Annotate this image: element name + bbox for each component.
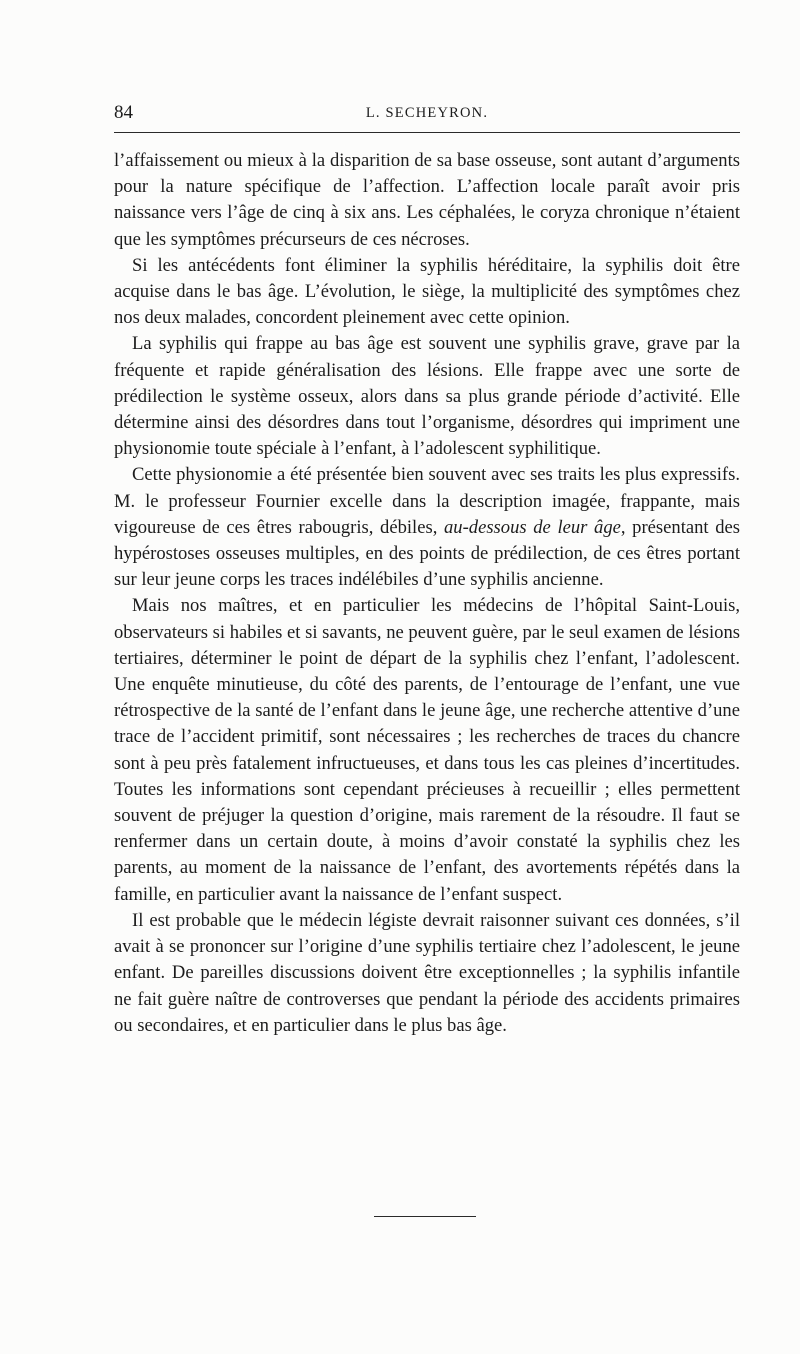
paragraph-text: Cette physionomie a été présentée bien souvent avec ses traits les plus expressifs. M. le professeur Fournier excelle dans la description imagée, frappante, mais vigoureuse de ces êtres rabougris, débiles, (114, 464, 740, 538)
body-text (114, 148, 740, 1039)
page-header (114, 100, 740, 126)
paragraph-text: , présentant des hypérostoses osseuses multiples, en des points de prédilection, de ces êtres portant sur leur jeune corps les traces indélébiles d’une syphilis ancienne. (114, 516, 741, 591)
paragraph (114, 462, 740, 593)
header-rule (114, 132, 740, 133)
paragraph: La syphilis qui frappe au bas âge est souvent une syphilis grave, grave par la fréquente et rapide généralisation des lésions. Elle frappe avec une sorte de prédilection le système osseux, alors dans sa plus grande période d’activité. Elle détermine ainsi des désordres dans tout l’organisme, désordres qui impriment une physionomie toute spéciale à l’enfant, à l’adolescent syphilitique. (114, 333, 740, 460)
italic-phrase: au-dessous de leur âge (443, 516, 621, 538)
running-head: L. SECHEYRON. (365, 105, 489, 121)
paragraph: Si les antécédents font éliminer la syphilis héréditaire, la syphilis doit être acquise dans le bas âge. L’évolution, le siège, la multiplicité des symptômes chez nos deux malades, concordent pleinement avec cette opinion. (114, 254, 740, 329)
paragraph: Mais nos maîtres, et en particulier les médecins de l’hôpital Saint-Louis, observateurs si habiles et si savants, ne peuvent guère, par le seul examen de lésions tertiaires, déterminer le point de départ de la syphilis chez l’enfant, l’adolescent. Une enquête minutieuse, du côté des parents, de l’entourage de l’enfant, une vue rétrospective de la santé de l’enfant dans le jeune âge, une recherche attentive d’une trace de l’accident primitif, sont nécessaires ; les recherches de traces du chancre sont à peu près fatalement infructueuses, et dans tous les cas pleines d’incertitudes. Toutes les informations sont cependant précieuses à recueillir ; elles permettent souvent de préjuger la question d’origine, mais rarement de la résoudre. Il faut se renfermer dans un certain doute, à moins d’avoir constaté la syphilis chez les parents, au moment de la naissance de l’enfant, des avortements répétés dans la famille, en particulier avant la naissance de l’enfant suspect. (114, 595, 740, 905)
paragraph: Il est probable que le médecin légiste devrait raisonner suivant ces données, s’il avait à se prononcer sur l’origine d’une syphilis tertiaire chez l’adolescent, le jeune enfant. De pareilles discussions doivent être exceptionnelles ; la syphilis infantile ne fait guère naître de controverses que pendant la période des accidents primaires ou secondaires, et en particulier dans le plus bas âge. (114, 909, 740, 1036)
paragraph: l’affaissement ou mieux à la disparition de sa base osseuse, sont autant d’arguments pour la nature spécifique de l’affection. L’affection locale paraît avoir pris naissance vers l’âge de cinq à six ans. Les céphalées, le coryza chronique n’étaient que les symptômes précurseurs de ces nécroses. (114, 150, 740, 250)
end-of-section-rule (374, 1216, 476, 1217)
page-number: 84 (114, 102, 133, 123)
